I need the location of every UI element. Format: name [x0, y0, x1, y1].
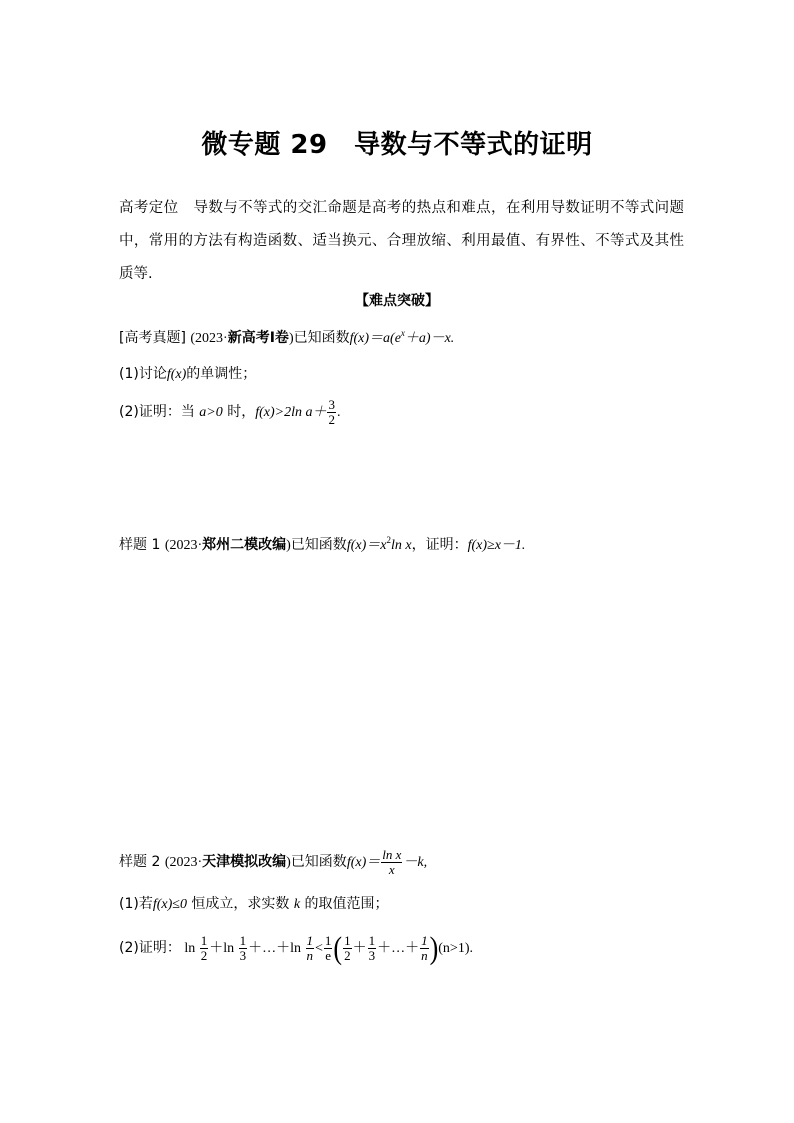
gaokao-source-close: )	[288, 331, 294, 346]
gaokao-part2-cond: a>0	[199, 405, 223, 420]
fraction-one-half-b: $\frac{1}{2}$	[344, 933, 351, 964]
gaokao-tag: [高考真题]	[119, 330, 186, 346]
example1-claim: f(x)≥x－1.	[467, 538, 526, 553]
example2-part1-cond: f(x)≤0	[152, 897, 187, 912]
intro-text: 导数与不等式的交汇命题是高考的热点和难点，在利用导数证明不等式问题中，常用的方法有构造函数、适当换元、合理放缩、利用最值、有界性、不等式及其性质等.	[119, 200, 685, 282]
example1-source-close: )	[286, 538, 291, 553]
page-title: 微专题 29 导数与不等式的证明	[201, 130, 593, 160]
gaokao-part1-prefix: (1)讨论	[119, 366, 167, 382]
example1-stem	[119, 535, 525, 556]
example1-mid: ，证明：	[411, 537, 468, 553]
example2-part1-suffix: 的取值范围；	[304, 896, 389, 912]
gaokao-part1	[119, 364, 256, 385]
example2-stem	[119, 846, 427, 879]
gaokao-part2: (2)证明：当 a>0 时，f(x)>2ln a＋ $\frac{3}{2}$ .	[119, 396, 341, 427]
gaokao-func-tail: ＋a)－x.	[404, 331, 455, 346]
example1-func: f(x)＝x	[346, 538, 387, 553]
fraction-one-over-e: $\frac{1}{e}$	[324, 933, 332, 964]
fraction-one-third-b: $\frac{1}{3}$	[368, 933, 376, 964]
example2-part1-var: k	[293, 897, 301, 912]
example1-source-year: (2023·	[164, 538, 203, 553]
gaokao-problem-stem	[119, 328, 454, 349]
example2-part2: (2)证明： ln $\frac{1}{2}$ ＋ln $\frac{1}{3}$ ＋…＋ln $\frac{1}{n}$ < $\frac{1}{e}$ ( $\frac{1}{2}$ ＋ $\frac{1}{3}$ ＋…＋ $\frac{1}{n}$ )(n>1).	[119, 928, 473, 969]
example1-stem-text: 已知函数	[290, 537, 347, 553]
gaokao-part1-fx: f(x)	[166, 367, 187, 382]
example2-part1	[119, 894, 389, 915]
example2-stem-text: 已知函数	[290, 854, 347, 870]
gaokao-part2-mid: 时，	[227, 404, 256, 420]
fraction-one-half: $\frac{1}{2}$	[200, 933, 208, 964]
example2-part2-prefix: (2)证明：	[119, 940, 181, 956]
gaokao-part2-ineq: f(x)>2ln a＋	[255, 405, 327, 420]
example2-tag: 样题 2	[119, 854, 161, 870]
section-heading: 【难点突破】	[355, 293, 439, 309]
fraction-lnx-over-x: $\frac{\text{ln x}}{x}$	[382, 846, 402, 877]
gaokao-source-name: 新高考Ⅰ卷	[227, 330, 289, 346]
example2-source-year: (2023·	[164, 855, 203, 870]
example2-func-tail: －k,	[403, 855, 428, 870]
gaokao-func-exp: x	[400, 328, 405, 338]
intro-paragraph	[119, 192, 684, 291]
example1-source-name: 郑州二模改编	[202, 537, 287, 553]
gaokao-source-year: (2023·	[190, 331, 228, 346]
example2-part2-cond: (n>1).	[438, 941, 473, 956]
gaokao-part1-suffix: 的单调性；	[186, 366, 257, 382]
gaokao-func: f(x)＝a(e	[349, 331, 401, 346]
example2-source-close: )	[286, 855, 291, 870]
fraction-one-over-n-b: $\frac{1}{n}$	[421, 933, 428, 964]
example1-func-tail: ln x	[390, 538, 412, 553]
gaokao-part2-prefix: (2)证明：当	[119, 404, 195, 420]
right-paren: )	[429, 930, 439, 966]
example2-source-name: 天津模拟改编	[202, 854, 287, 870]
fraction-three-halves: $\frac{3}{2}$	[328, 396, 335, 427]
left-paren: (	[333, 930, 343, 966]
example1-tag: 样题 1	[119, 537, 161, 553]
intro-label: 高考定位	[119, 200, 179, 216]
example1-func-exp: 2	[386, 535, 391, 545]
example2-part1-prefix: (1)若	[119, 896, 153, 912]
gaokao-stem: 已知函数	[293, 330, 350, 346]
fraction-one-third: $\frac{1}{3}$	[239, 933, 247, 964]
example2-part1-mid: 恒成立，求实数	[191, 896, 290, 912]
fraction-one-over-n: $\frac{1}{n}$	[306, 933, 314, 964]
example2-func-lhs: f(x)＝	[346, 855, 381, 870]
